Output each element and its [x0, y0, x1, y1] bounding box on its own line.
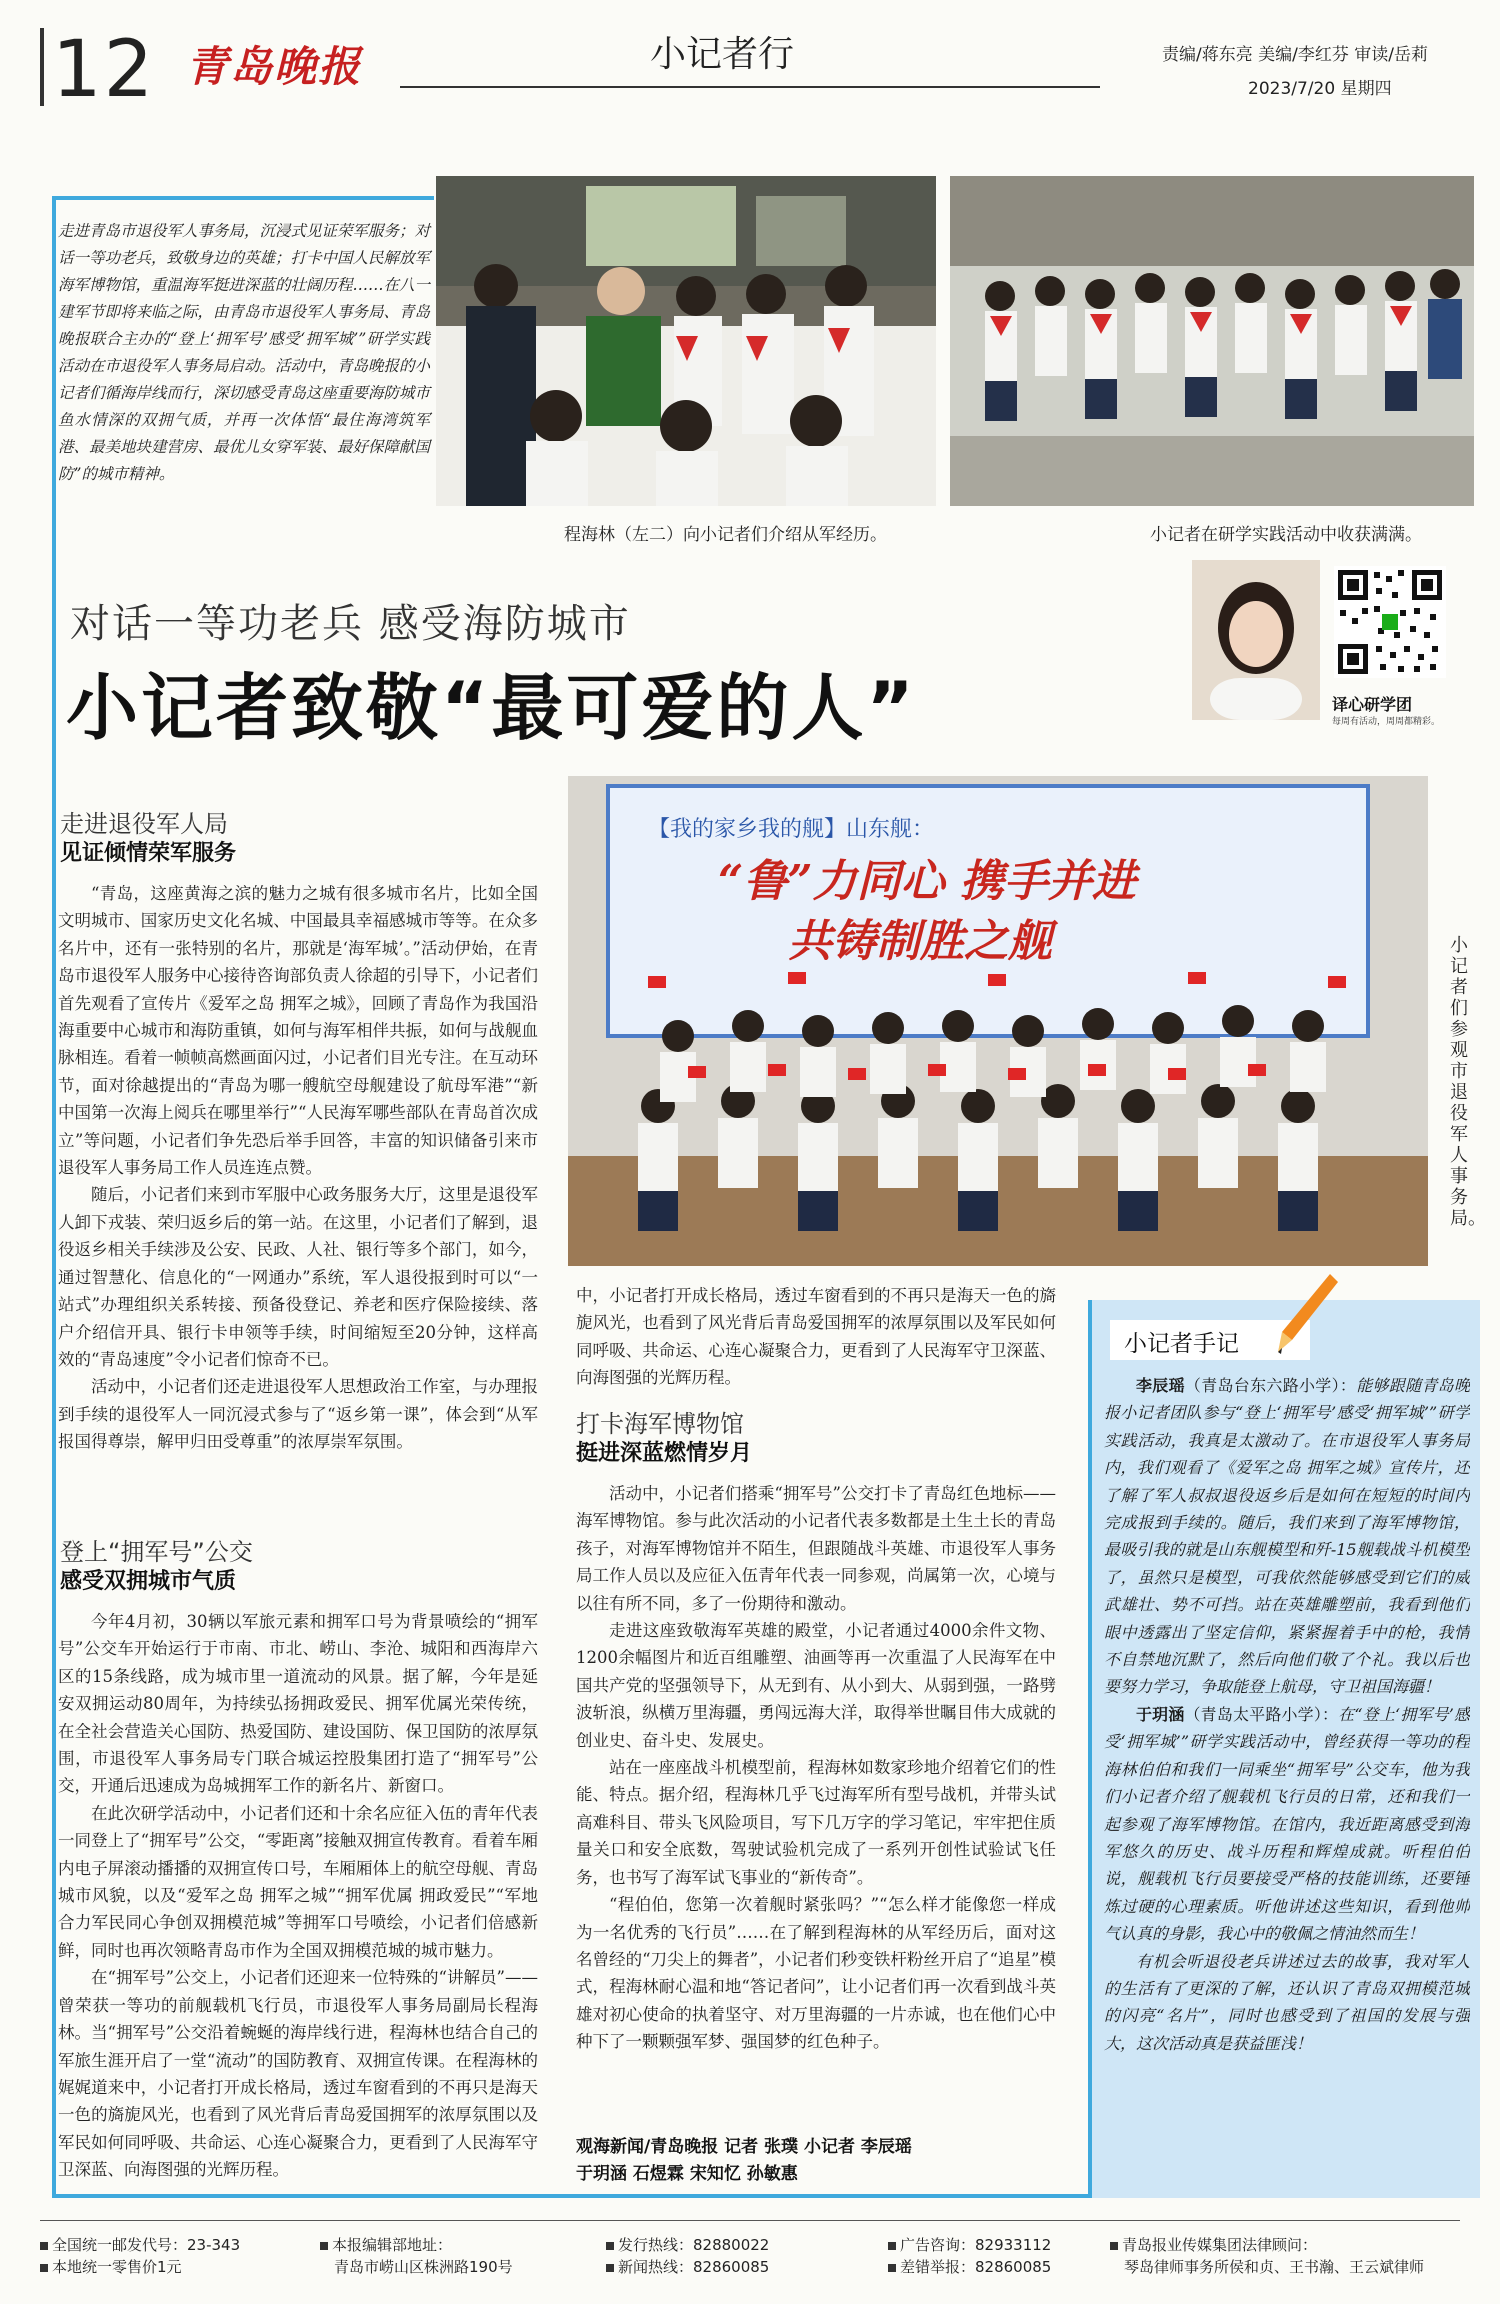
article-subtitle: 对话一等功老兵 感受海防城市 — [70, 601, 631, 647]
page-number: 12 — [52, 25, 156, 115]
banner-line1: 【我的家乡我的舰】山东舰： — [648, 817, 935, 842]
intro-text: 走进青岛市退役军人事务局，沉浸式见证荣军服务；对话一等功老兵，致敬身边的英雄；打卡中国人民解放军海军博物馆，重温海军挺进深蓝的壮阔历程……在八一建军节即将来临之际，由青岛市退役军人事务局、青岛晚报联合主办的“登上‘拥军号’感受‘拥军城’”研学实践活动在市退役军人事务局启动。活动中，青岛晚报的小记者们循海岸线而行，深切感受青岛这座重要海防城市鱼水情深的双拥气质，并再一次体悟“最住海湾筑军港、最美地块建营房、最优儿女穿军装、最好保障献国防”的城市精神。 — [58, 222, 431, 483]
byline-line1: 观海新闻/青岛晚报 记者 张璞 小记者 李辰瑶 — [576, 2137, 912, 2157]
note-school: （青岛台东六路小学）： — [1184, 1376, 1357, 1395]
section2-continuation — [576, 1282, 1056, 1392]
section2-heading: 登上“拥军号”公交 — [60, 1538, 253, 1566]
section3-paragraph: 活动中，小记者们搭乘“拥军号”公交打卡了青岛红色地标——海军博物馆。参与此次活动的小记者代表多数都是土生土长的青岛孩子，对海军博物馆并不陌生，但跟随战斗英雄、市退役军人事务局工作人员以及应征入伍青年代表一同参观，尚属第一次，心境与以往有所不同，多了一份期待和激动。 — [576, 1484, 1056, 1613]
footer-line: 青岛报业传媒集团法律顾问： — [1122, 2236, 1318, 2254]
byline-line2: 于玥涵 石煜霖 宋知忆 孙敏惠 — [576, 2164, 798, 2184]
note-entry — [1104, 1948, 1470, 2058]
header-rule — [400, 86, 1100, 88]
photo-veteran-talk — [436, 176, 936, 506]
note-entry — [1104, 1372, 1470, 1701]
section3-paragraph: 走进这座致敬海军英雄的殿堂，小记者通过4000余件文物、1200余幅图片和近百组雕塑、油画等再一次重温了人民海军在中国共产党的坚强领导下，从无到有、从小到大、从弱到强，一路劈波斩浪，纵横万里海疆，勇闯远海大洋，取得举世瞩目伟大成就的创业史、奋斗史、发展史。 — [576, 1621, 1056, 1750]
frame-right — [1088, 1300, 1092, 2198]
paper-logo: 青岛晚报 — [186, 42, 363, 91]
footer-line: 本地统一零售价1元 — [52, 2258, 182, 2276]
photo-stage — [568, 776, 1428, 1266]
header-divider — [40, 28, 44, 106]
issue-date: 2023/7/20 星期四 — [1248, 79, 1392, 99]
pen-icon — [1270, 1270, 1340, 1364]
section1-paragraph: 活动中，小记者们还走进退役军人思想政治工作室，与办理报到手续的退役军人一同沉浸式参与了“返乡第一课”，体会到“从军报国得尊崇，解甲归田受尊重”的浓厚崇军氛围。 — [58, 1377, 538, 1452]
section-title: 小记者行 — [650, 34, 795, 75]
byline — [576, 2134, 1076, 2188]
reporter-avatar — [1192, 560, 1320, 720]
frame-left — [52, 196, 56, 2198]
footer-line: 琴岛律师事务所侯和贞、王书瀚、王云斌律师 — [1124, 2258, 1425, 2276]
section1-paragraph: 随后，小记者们来到市军服中心政务服务大厅，这里是退役军人卸下戎装、荣归返乡后的第一站。在这里，小记者们了解到，退役返乡相关手续涉及公安、民政、人社、银行等多个部门，如今，通过智慧化、信息化的“一网通办”系统，军人退役报到时可以“一站式”办理组织关系转接、预备役登记、养老和医疗保险接续、落户介绍信开具、银行卡申领等手续，时间缩短至20分钟，这样高效的“青岛速度”令小记者们惊奇不已。 — [58, 1185, 538, 1369]
note-text: 有机会听退役老兵讲述过去的故事，我对军人的生活有了更深的了解，还认识了青岛双拥模范城的闪亮“名片”，同时也感受到了祖国的发展与强大，这次活动真是获益匪浅！ — [1104, 1951, 1470, 2053]
footer-line: 全国统一邮发代号：23-343 — [52, 2236, 241, 2254]
section1-paragraph: “青岛，这座黄海之滨的魅力之城有很多城市名片，比如全国文明城市、国家历史文化名城、中国最具幸福感城市等等。在众多名片中，还有一张特别的名片，那就是‘海军城’。”活动伊始，在青岛市退役军人服务中心接待咨询部负责人徐超的引导下，小记者们首先观看了宣传片《爱军之岛 拥军之城》，回顾了青岛作为我国沿海重要中心城市和海防重镇，如何与海军相伴共振，如何与战舰血脉相连。看着一帧帧高燃画面闪过，小记者们目光专注。在互动环节，面对徐越提出的“青岛为哪一艘航空母舰建设了航母军港”“新中国第一次海上阅兵在哪里举行”“人民海军哪些部队在青岛首次成立”等问题，小记者们争先恐后举手回答，丰富的知识储备引来市退役军人事务局工作人员连连点赞。 — [58, 884, 538, 1178]
footer-line: 新闻热线：82860085 — [618, 2258, 770, 2276]
footer-line: 发行热线：82880022 — [618, 2236, 770, 2254]
footer-item-address — [320, 2234, 513, 2278]
note-text: 在“登上‘拥军号’感受‘拥军城’”研学实践活动中，曾经获得一等功的程海林伯伯和我们一同乘坐“拥军号”公交车，他为我们小记者介绍了舰载机飞行员的日常，还和我们一起参观了海军博物馆。在馆内，我近距离感受到海军悠久的历史、战斗历程和辉煌成就。听程伯伯说，舰载机飞行员要接受严格的技能训练，还要锤炼过硬的心理素质。听他讲述这些知识，看到他帅气认真的身影，我心中的敬佩之情油然而生！ — [1104, 1704, 1470, 1944]
section2-paragraph: 在“拥军号”公交上，小记者们还迎来一位特殊的“讲解员”——曾荣获一等功的前舰载机飞行员，市退役军人事务局副局长程海林。当“拥军号”公交沿着蜿蜒的海岸线行进，程海林也结合自己的军旅生涯开启了一堂“流动”的国防教育、双拥宣传课。在程海林的娓娓道来中，小记者打开成长格局，透过车窗看到的不再只是海天一色的旖旎风光，也看到了风光背后青岛爱国拥军的浓厚氛围以及军民如何同呼吸、共命运、心连心凝聚合力，更看到了人民海军守卫深蓝、向海图强的光辉历程。 — [58, 1968, 538, 2180]
section2-body — [58, 1608, 538, 2188]
article-headline: 小记者致敬“最可爱的人” — [66, 666, 917, 750]
footer-rule — [40, 2220, 1460, 2221]
section3-subheading: 挺进深蓝燃情岁月 — [576, 1441, 753, 1466]
note-entry — [1104, 1701, 1470, 1948]
note-author: 李辰瑶 — [1136, 1376, 1185, 1395]
section2-paragraph-cont: 中，小记者打开成长格局，透过车窗看到的不再只是海天一色的旖旎风光，也看到了风光背后青岛爱国拥军的浓厚氛围以及军民如何同呼吸、共命运、心连心凝聚合力，更看到了人民海军守卫深蓝、向海图强的光辉历程。 — [576, 1286, 1056, 1388]
section3-body — [576, 1480, 1056, 2130]
section2-paragraph: 在此次研学活动中，小记者们还和十余名应征入伍的青年代表一同登上了“拥军号”公交，“零距离”接触双拥宣传教育。看着车厢内电子屏滚动播播的双拥宣传口号，车厢厢体上的航空母舰、青岛城市风貌，以及“爱军之岛 拥军之城”“拥军优属 拥政爱民”“军地合力军民同心争创双拥模范城”等拥军口号喷绘，小记者们倍感新鲜，同时也再次领略青岛市作为全国双拥模范城的城市魅力。 — [58, 1803, 538, 1960]
footer-item-ads — [888, 2234, 1051, 2278]
qr-label: 译心研学团 — [1332, 695, 1413, 714]
qr-code-icon[interactable] — [1334, 566, 1446, 678]
photo2-caption: 小记者在研学实践活动中收获满满。 — [1150, 525, 1422, 545]
photo-group — [950, 176, 1474, 506]
section1-subheading: 见证倾情荣军服务 — [60, 841, 237, 866]
section1-heading: 走进退役军人局 — [60, 810, 228, 838]
footer-line: 本报编辑部地址： — [332, 2236, 453, 2254]
photo1-caption: 程海林（左二）向小记者们介绍从军经历。 — [564, 525, 887, 545]
photo3-caption: 小记者们参观市退役军人事务局。 — [1450, 935, 1486, 1229]
section2-subheading: 感受双拥城市气质 — [60, 1569, 237, 1594]
note-school: （青岛太平路小学）： — [1184, 1704, 1339, 1724]
banner-line3: 共铸制胜之舰 — [788, 916, 1052, 967]
frame-top — [52, 196, 434, 200]
notes-body — [1104, 1372, 1470, 2172]
section2-paragraph: 今年4月初，30辆以军旅元素和拥军口号为背景喷绘的“拥军号”公交车开始运行于市南、市北、崂山、李沧、城阳和西海岸六区的15条线路，成为城市里一道流动的风景。据了解，今年是延安双拥运动80周年，为持续弘扬拥政爱民、拥军优属光荣传统，在全社会营造关心国防、热爱国防、建设国防、保卫国防的浓厚氛围，市退役军人事务局专门联合城运控股集团打造了“拥军号”公交，开通后迅速成为岛城拥军工作的新名片、新窗口。 — [58, 1612, 538, 1796]
section3-paragraph: 站在一座座战斗机模型前，程海林如数家珍地介绍着它们的性能、特点。据介绍，程海林几乎飞过海军所有型号战机，并带头试高难科目、带头飞风险项目，写下几万字的学习笔记，牢牢把住质量关口和安全底数，驾驶试验机完成了一系列开创性试验试飞任务，也书写了海军试飞事业的“新传奇”。 — [576, 1758, 1056, 1887]
section1-body — [58, 880, 538, 1456]
note-author: 于玥涵 — [1136, 1704, 1185, 1724]
footer-line: 广告咨询：82933112 — [900, 2236, 1052, 2254]
footer-item-hotline — [606, 2234, 769, 2278]
editors-credit: 责编/蒋东亮 美编/李红芬 审读/岳莉 — [1162, 45, 1428, 65]
footer-line: 差错举报：82860085 — [900, 2258, 1052, 2276]
qr-sublabel: 每周有活动，周周都精彩。 — [1332, 717, 1441, 727]
footer-line: 青岛市崂山区株洲路190号 — [334, 2258, 513, 2276]
section3-heading: 打卡海军博物馆 — [576, 1410, 744, 1438]
footer-item-postal — [40, 2234, 240, 2278]
note-text: 能够跟随青岛晚报小记者团队参与“登上‘拥军号’感受‘拥军城’”研学实践活动，我真是太激动了。在市退役军人事务局内，我们观看了《爱军之岛 拥军之城》宣传片，还了解了军人叔叔退役返乡后是如何在短短的时间内完成报到手续的。随后，我们来到了海军博物馆，最吸引我的就是山东舰模型和歼-15舰载战斗机模型了，虽然只是模型，可我依然能够感受到它们的威武雄壮、势不可挡。站在英雄雕塑前，我看到他们眼中透露出了坚定信仰，紧紧握着手中的枪，我情不自禁地沉默了，然后向他们敬了个礼。我以后也要努力学习，争取能登上航母，守卫祖国海疆！ — [1104, 1376, 1470, 1697]
banner-line2: “鲁”力同心 携手并进 — [718, 856, 1136, 907]
frame-bottom — [52, 2194, 1092, 2198]
notes-title: 小记者手记 — [1124, 1331, 1239, 1357]
footer-item-legal — [1110, 2234, 1424, 2278]
section3-paragraph: “程伯伯，您第一次着舰时紧张吗？”“怎么样才能像您一样成为一名优秀的飞行员”……在了解到程海林的从军经历后，面对这名曾经的“刀尖上的舞者”，小记者们秒变铁杆粉丝开启了“追星”模式，程海林耐心温和地“答记者问”，让小记者们再一次看到战斗英雄对初心使命的执着坚守、对万里海疆的一片赤诚，也在他们心中种下了一颗颗强军梦、强国梦的红色种子。 — [576, 1895, 1056, 2052]
